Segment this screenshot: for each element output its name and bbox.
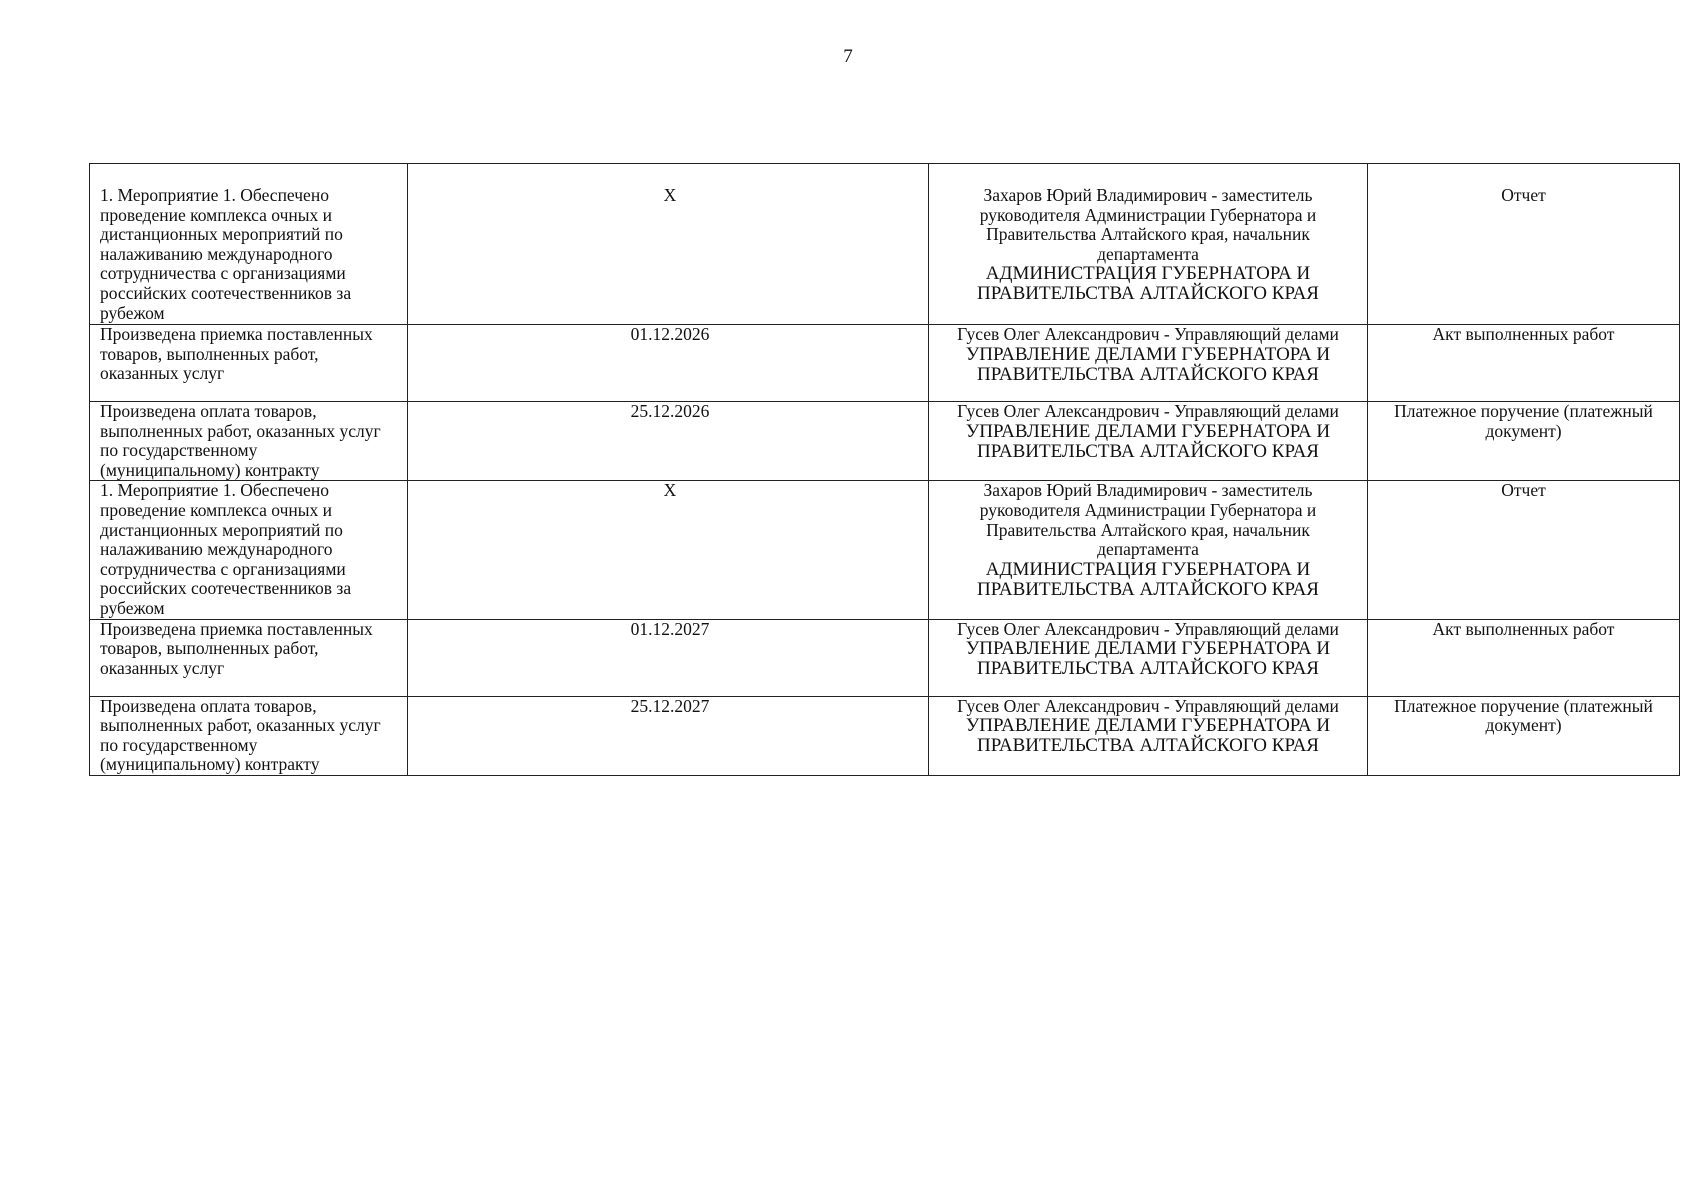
table-row	[90, 696, 1680, 775]
responsible-cell	[929, 696, 1368, 775]
responsible-organization: УПРАВЛЕНИЕ ДЕЛАМИ ГУБЕРНАТОРА И ПРАВИТЕЛЬСТВА АЛТАЙСКОГО КРАЯ	[965, 420, 1331, 462]
responsible-person: Гусев Олег Александрович - Управляющий делами	[957, 695, 1339, 716]
responsible-cell	[929, 481, 1368, 619]
table-row	[90, 481, 1680, 619]
table-row	[90, 619, 1680, 696]
responsible-person: Гусев Олег Александрович - Управляющий делами	[957, 324, 1339, 344]
responsible-person: Гусев Олег Александрович - Управляющий делами	[957, 401, 1339, 421]
document-type-cell: Отчет	[1368, 164, 1680, 325]
deadline-cell: 01.12.2027	[408, 619, 929, 696]
activity-title-cell: 1. Мероприятие 1. Обеспечено проведение комплекса очных и дистанционных мероприятий по налаживанию международного сотрудничества с организациями российских соотечественников за рубежом	[90, 481, 408, 619]
document-type-cell: Платежное поручение (платежный документ)	[1368, 696, 1680, 775]
table-row	[90, 325, 1680, 402]
responsible-organization: АДМИНИСТРАЦИЯ ГУБЕРНАТОРА И ПРАВИТЕЛЬСТВА АЛТАЙСКОГО КРАЯ	[977, 558, 1319, 600]
table-row	[90, 164, 1680, 325]
responsible-organization: УПРАВЛЕНИЕ ДЕЛАМИ ГУБЕРНАТОРА И ПРАВИТЕЛЬСТВА АЛТАЙСКОГО КРАЯ	[965, 343, 1331, 385]
deadline-cell: 25.12.2026	[408, 402, 929, 481]
responsible-cell	[929, 164, 1368, 325]
document-type-cell: Отчет	[1368, 481, 1680, 619]
deadline-cell: 25.12.2027	[408, 696, 929, 775]
responsible-person: Гусев Олег Александрович - Управляющий делами	[957, 618, 1339, 639]
table-row	[90, 402, 1680, 481]
activity-title-cell: 1. Мероприятие 1. Обеспечено проведение комплекса очных и дистанционных мероприятий по налаживанию международного сотрудничества с организациями российских соотечественников за рубежом	[90, 164, 408, 325]
activity-title-cell: Произведена оплата товаров, выполненных работ, оказанных услуг по государственному (муниципальному) контракту	[90, 696, 408, 775]
activity-title-cell: Произведена приемка поставленных товаров, выполненных работ, оказанных услуг	[90, 325, 408, 402]
responsible-person: Захаров Юрий Владимирович - заместитель руководителя Администрации Губернатора и Правительства Алтайского края, начальник департамента	[979, 185, 1317, 264]
deadline-cell: X	[408, 481, 929, 619]
responsible-cell	[929, 325, 1368, 402]
responsible-organization: УПРАВЛЕНИЕ ДЕЛАМИ ГУБЕРНАТОРА И ПРАВИТЕЛЬСТВА АЛТАЙСКОГО КРАЯ	[965, 638, 1331, 680]
document-type-cell: Акт выполненных работ	[1368, 325, 1680, 402]
responsible-person: Захаров Юрий Владимирович - заместитель руководителя Администрации Губернатора и Правительства Алтайского края, начальник департамента	[979, 480, 1317, 560]
activity-title-cell: Произведена приемка поставленных товаров, выполненных работ, оказанных услуг	[90, 619, 408, 696]
activity-plan-table	[89, 163, 1680, 776]
deadline-cell: X	[408, 164, 929, 325]
document-type-cell: Платежное поручение (платежный документ)	[1368, 402, 1680, 481]
responsible-organization: УПРАВЛЕНИЕ ДЕЛАМИ ГУБЕРНАТОРА И ПРАВИТЕЛЬСТВА АЛТАЙСКОГО КРАЯ	[965, 715, 1331, 757]
page-number: 7	[843, 46, 853, 67]
deadline-cell: 01.12.2026	[408, 325, 929, 402]
activity-title-cell: Произведена оплата товаров, выполненных работ, оказанных услуг по государственному (муниципальному) контракту	[90, 402, 408, 481]
document-type-cell: Акт выполненных работ	[1368, 619, 1680, 696]
responsible-cell	[929, 402, 1368, 481]
responsible-cell	[929, 619, 1368, 696]
responsible-organization: АДМИНИСТРАЦИЯ ГУБЕРНАТОРА И ПРАВИТЕЛЬСТВА АЛТАЙСКОГО КРАЯ	[977, 263, 1319, 305]
